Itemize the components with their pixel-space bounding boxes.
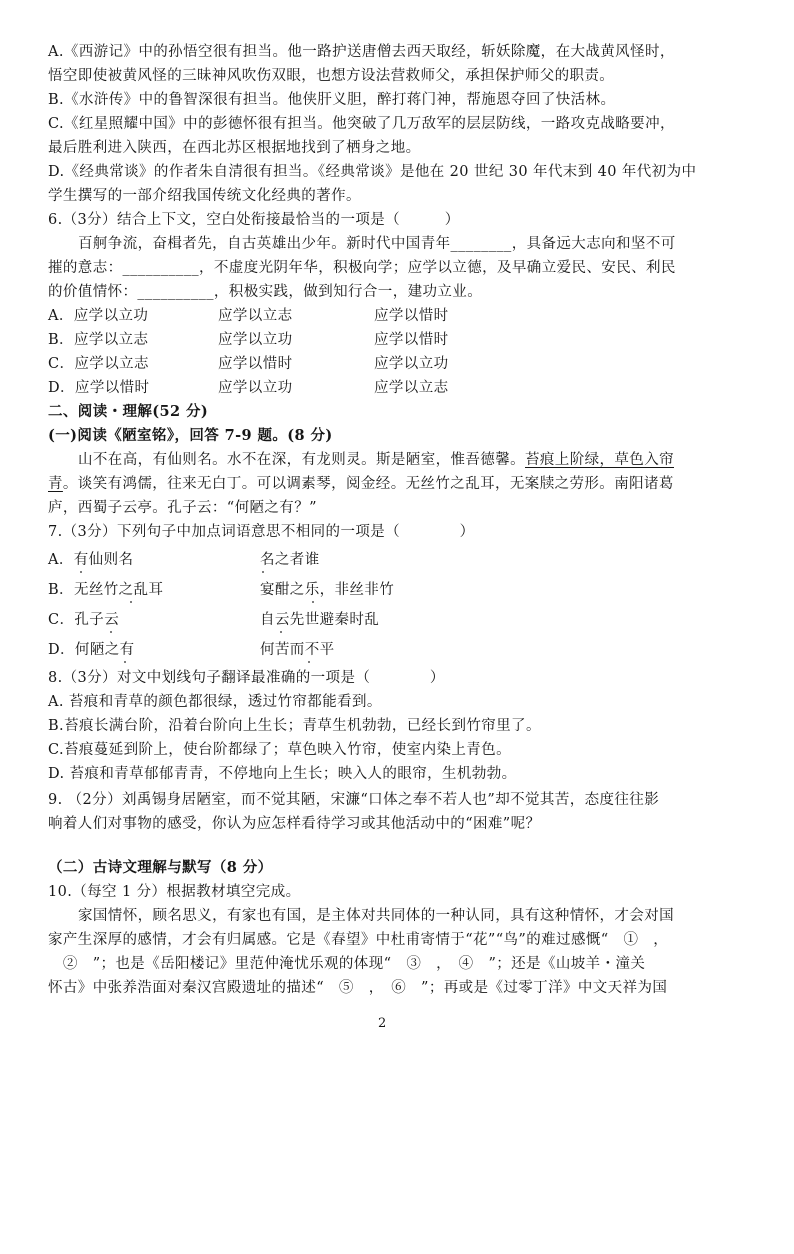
q5-option-d-line2: 学生撰写的一部介绍我国传统文化经典的著作。 [48, 188, 361, 204]
q5-option-a-line1: A.《西游记》中的孙悟空很有担当。他一路护送唐僧去西天取经，斩妖除魔，在大战黄风怪时， [48, 44, 675, 60]
emphasis-dot [110, 631, 112, 633]
q6-passage-line3: 的价值情怀：__________，积极实践，做到知行合一，建功立业。 [48, 284, 483, 300]
q7-option-c-right: 自云先世避秦时乱 [260, 612, 380, 628]
q8-option-b: B.苔痕长满台阶，沿着台阶向上生长；青草生机勃勃，已经长到竹帘里了。 [48, 718, 541, 734]
passage-line1-text: 山不在高，有仙则名。水不在深，有龙则灵。斯是陋室，惟吾德馨。 [78, 452, 525, 468]
q10-stem: 10.（每空 1 分）根据教材填空完成。 [48, 884, 301, 900]
q10-line3: ② ”；也是《岳阳楼记》里范仲淹忧乐观的体现“ ③ ， ④ ”；还是《山坡羊・潼关 [48, 956, 646, 972]
q7-option-d-right: 何苦而不平 [260, 642, 335, 658]
q6-option-c-c1: C．应学以立志 [48, 356, 149, 372]
q10-line1: 家国情怀，顾名思义，有家也有国，是主体对共同体的一种认同，具有这种情怀，才会对国 [78, 908, 674, 924]
q5-option-a-line2: 悟空即使被黄风怪的三昧神风吹伤双眼，也想方设法营救师父，承担保护师父的职责。 [48, 68, 615, 84]
page-number: 2 [378, 1016, 387, 1031]
q7-option-c-left: C．孔子云 [48, 612, 120, 628]
q6-option-a-c3: 应学以惜时 [374, 308, 449, 324]
q5-option-b: B.《水浒传》中的鲁智深很有担当。他侠肝义胆，醉打蒋门神，帮施恩夺回了快活林。 [48, 92, 616, 108]
q7-option-b-right: 宴酣之乐，非丝非竹 [260, 582, 395, 598]
q10-line2: 家产生深厚的感情，才会有归属感。它是《春望》中杜甫寄情于“花”“鸟”的难过感慨“ ① ， [48, 932, 669, 948]
q6-option-b-c2: 应学以立功 [218, 332, 293, 348]
q6-option-d-c3: 应学以立志 [374, 380, 449, 396]
q5-option-c-line2: 最后胜利进入陕西，在西北苏区根据地找到了栖身之地。 [48, 140, 421, 156]
section-title-reading: 二、阅读・理解(52 分) [48, 403, 209, 420]
part1-title: (一)阅读《陋室铭》，回答 7-9 题。(8 分) [48, 427, 333, 444]
q6-option-d-c2: 应学以立功 [218, 380, 293, 396]
q7-option-a-left: A．有仙则名 [48, 552, 134, 568]
emphasis-dot [80, 571, 82, 573]
q6-option-a-c2: 应学以立志 [218, 308, 293, 324]
q6-passage-line1: 百舸争流，奋楫者先，自古英雄出少年。新时代中国青年________，具备远大志向和坚不可 [78, 236, 676, 252]
passage-underlined-sentence-part2: 青 [48, 476, 63, 492]
q9-line1: 9. （2分）刘禹锡身居陋室，而不觉其陋，宋濂“口体之奉不若人也”却不觉其苦，态度往往影 [48, 792, 660, 808]
q6-passage-line2: 摧的意志：__________，不虚度光阴年华，积极向学；应学以立德，及早确立爱民、安民、利民 [48, 260, 676, 276]
passage-line3: 庐，西蜀子云亭。孔子云：“何陋之有？” [48, 500, 317, 516]
passage-line1 [78, 450, 674, 470]
q6-option-b-c1: B．应学以立志 [48, 332, 149, 348]
q8-stem: 8.（3分）对文中划线句子翻译最准确的一项是（ ） [48, 670, 445, 686]
q7-option-a-right: 名之者谁 [260, 552, 320, 568]
q6-option-b-c3: 应学以惜时 [374, 332, 449, 348]
q8-option-d: D. 苔痕和青草郁郁青青，不停地向上生长；映入人的眼帘，生机勃勃。 [48, 766, 517, 782]
emphasis-dot [312, 601, 314, 603]
q6-option-c-c3: 应学以立功 [374, 356, 449, 372]
passage-line2-text: 。谈笑有鸿儒，往来无白丁。可以调素琴，阅金经。无丝竹之乱耳，无案牍之劳形。南阳诸葛 [62, 476, 674, 492]
q5-option-c-line1: C.《红星照耀中国》中的彭德怀很有担当。他突破了几万敌军的层层防线，一路攻克战略要冲， [48, 116, 675, 132]
passage-underlined-sentence-part1: 苔痕上阶绿，草色入帘 [525, 452, 674, 468]
part2-title: （二）古诗文理解与默写（8 分） [48, 859, 273, 876]
q8-option-a: A. 苔痕和青草的颜色都很绿，透过竹帘都能看到。 [48, 694, 382, 710]
emphasis-dot [308, 661, 310, 663]
q6-option-a-c1: A．应学以立功 [48, 308, 149, 324]
q6-option-c-c2: 应学以惜时 [218, 356, 293, 372]
q6-stem: 6.（3分）结合上下文，空白处衔接最恰当的一项是（ ） [48, 212, 460, 228]
q8-option-c: C.苔痕蔓延到阶上，使台阶都绿了；草色映入竹帘，使室内染上青色。 [48, 742, 511, 758]
q7-stem: 7.（3分）下列句子中加点词语意思不相同的一项是（ ） [48, 524, 475, 540]
q7-option-d-left: D．何陋之有 [48, 642, 135, 658]
emphasis-dot [130, 601, 132, 603]
emphasis-dot [262, 571, 264, 573]
q7-option-b-left: B．无丝竹之乱耳 [48, 582, 164, 598]
q6-option-d-c1: D．应学以惜时 [48, 380, 150, 396]
q5-option-d-line1: D.《经典常谈》的作者朱自清很有担当。《经典常谈》是他在 20 世纪 30 年代末到 40 年代初为中 [48, 164, 697, 180]
emphasis-dot [124, 661, 126, 663]
passage-line2 [48, 474, 674, 494]
q9-line2: 响着人们对事物的感受，你认为应怎样看待学习或其他活动中的“困难”呢？ [48, 816, 541, 832]
q10-line4: 怀古》中张养浩面对秦汉宫殿遗址的描述“ ⑤ ， ⑥ ”；再或是《过零丁洋》中文天祥为国 [48, 980, 668, 996]
emphasis-dot [280, 631, 282, 633]
